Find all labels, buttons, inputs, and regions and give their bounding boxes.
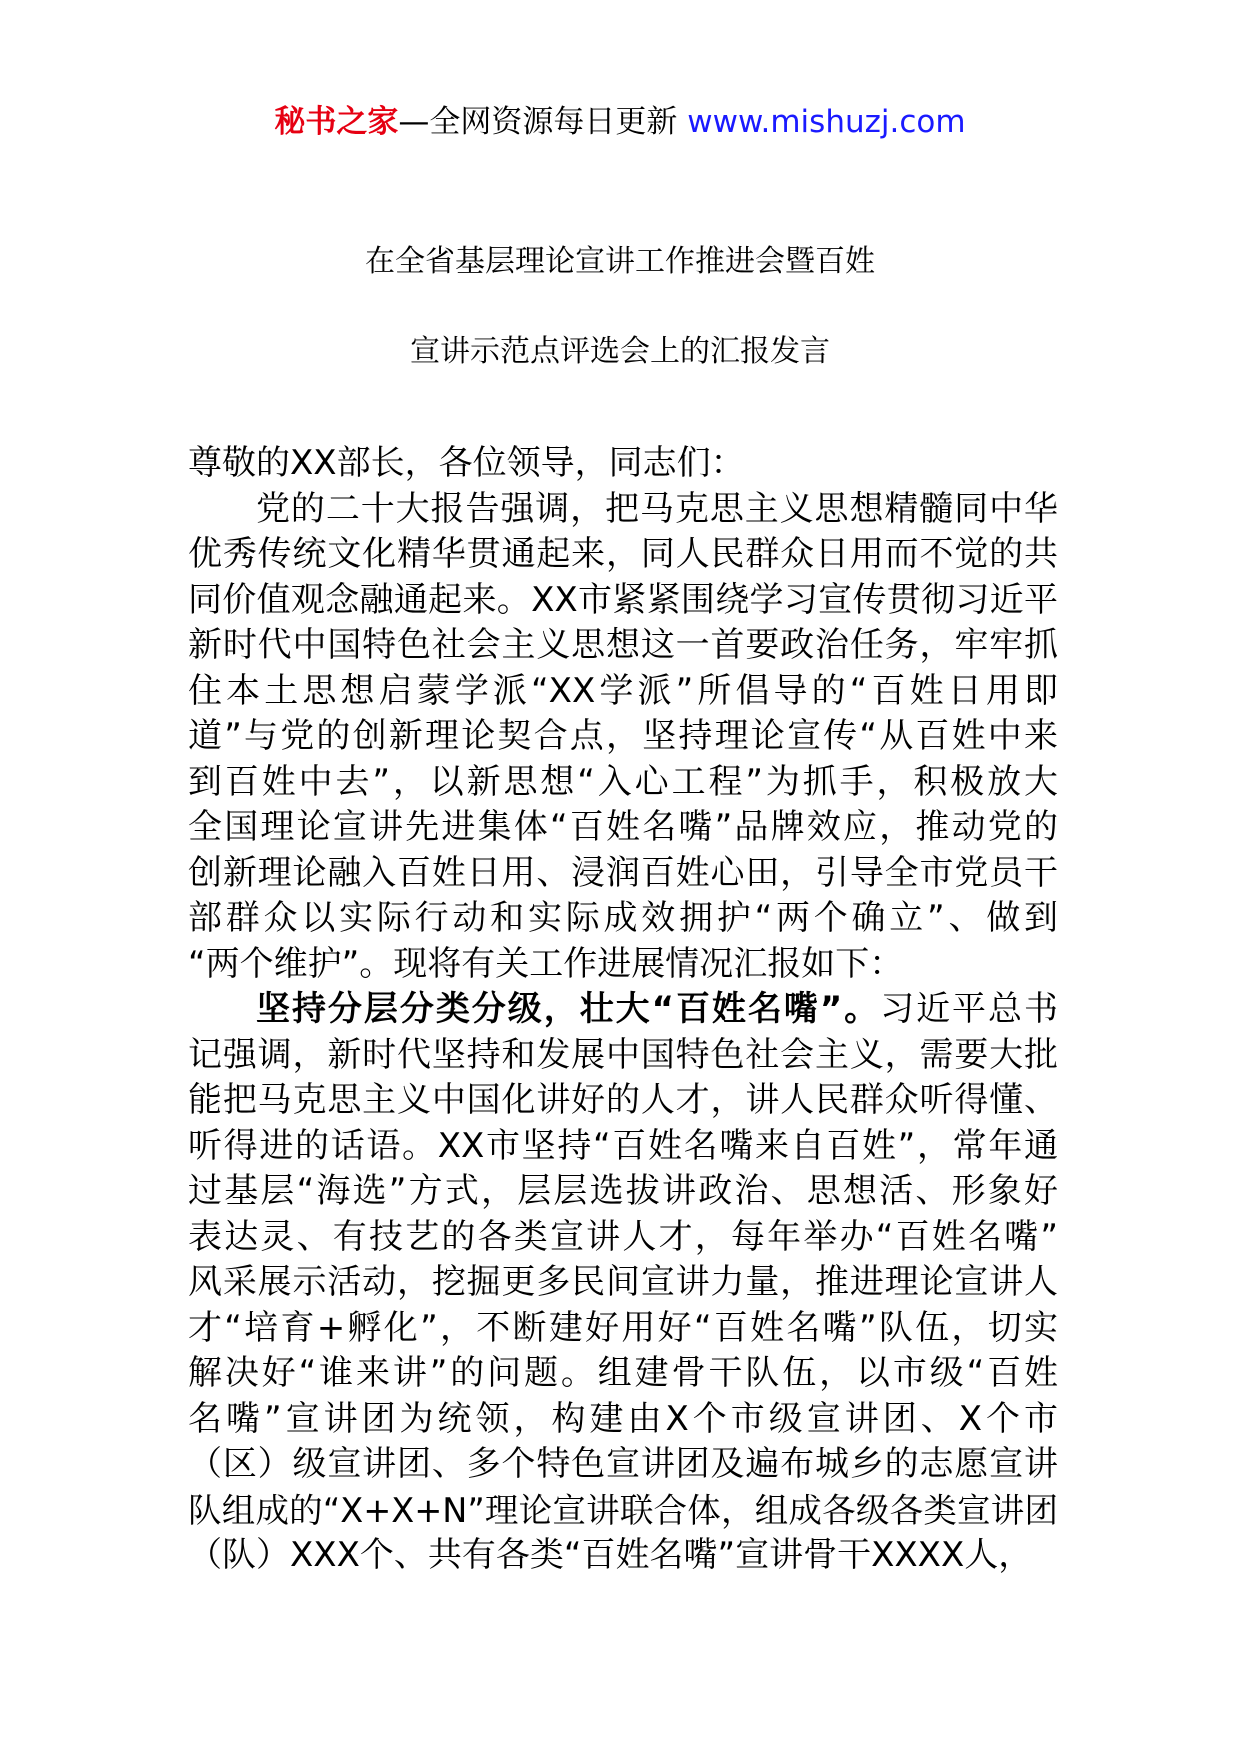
document-title-line-2: 宣讲示范点评选会上的汇报发言 bbox=[410, 334, 830, 369]
body-line: 记强调，新时代坚持和发展中国特色社会主义，需要大批 bbox=[188, 1034, 1058, 1075]
body-line: 同价值观念融通起来。XX市紧紧围绕学习宣传贯彻习近平 bbox=[188, 579, 1058, 620]
body-line: 全国理论宣讲先进集体“百姓名嘴”品牌效应，推动党的 bbox=[188, 807, 1058, 847]
header-slogan: —全网资源每日更新 bbox=[398, 104, 688, 140]
body-line: 解决好“谁来讲”的问题。组建骨干队伍，以市级“百姓 bbox=[188, 1353, 1058, 1393]
section-1-heading: 坚持分层分类分级，壮大“百姓名嘴”。 bbox=[256, 989, 881, 1029]
body-line: 党的二十大报告强调，把马克思主义思想精髓同中华 bbox=[256, 488, 1058, 529]
section-1-first-line bbox=[188, 987, 1058, 1033]
header-banner bbox=[0, 100, 1240, 144]
body-line: 风采展示活动，挖掘更多民间宣讲力量，推进理论宣讲人 bbox=[188, 1262, 1058, 1302]
document-title-line-1: 在全省基层理论宣讲工作推进会暨百姓 bbox=[365, 244, 875, 279]
body-line: 听得进的话语。XX市坚持“百姓名嘴来自百姓”，常年通 bbox=[188, 1125, 1058, 1166]
body-line: 名嘴”宣讲团为统领，构建由X个市级宣讲团、X个市 bbox=[188, 1398, 1058, 1439]
body-line: 表达灵、有技艺的各类宣讲人才，每年举办“百姓名嘴” bbox=[188, 1216, 1058, 1257]
body-line: 道”与党的创新理论契合点，坚持理论宣传“从百姓中来 bbox=[188, 716, 1058, 756]
body-line: （区）级宣讲团、多个特色宣讲团及遍布城乡的志愿宣讲 bbox=[188, 1444, 1058, 1484]
body-line: 部群众以实际行动和实际成效拥护“两个确立”、做到 bbox=[188, 898, 1058, 938]
body-line: 住本土思想启蒙学派“XX学派”所倡导的“百姓日用即 bbox=[188, 670, 1058, 711]
section-1-heading-tail: 习近平总书 bbox=[880, 989, 1058, 1029]
document-body bbox=[188, 441, 1058, 1579]
salutation: 尊敬的XX部长，各位领导，同志们： bbox=[188, 443, 745, 483]
brand-name: 秘书之家 bbox=[274, 104, 399, 140]
body-line: 到百姓中去”，以新思想“入心工程”为抓手，积极放大 bbox=[188, 761, 1058, 802]
body-line: 能把马克思主义中国化讲好的人才，讲人民群众听得懂、 bbox=[188, 1080, 1058, 1120]
body-line: 过基层“海选”方式，层层选拔讲政治、思想活、形象好 bbox=[188, 1171, 1058, 1211]
body-line: 优秀传统文化精华贯通起来，同人民群众日用而不觉的共 bbox=[188, 534, 1058, 574]
body-line: 才“培育+孵化”，不断建好用好“百姓名嘴”队伍，切实 bbox=[188, 1307, 1058, 1348]
body-line: （队）XXX个、共有各类“百姓名嘴”宣讲骨干XXXX人， bbox=[188, 1535, 1033, 1575]
body-line: 队组成的“X+X+N”理论宣讲联合体，组成各级各类宣讲团 bbox=[188, 1490, 1058, 1530]
body-line: 创新理论融入百姓日用、浸润百姓心田，引导全市党员干 bbox=[188, 852, 1058, 893]
body-line: 新时代中国特色社会主义思想这一首要政治任务，牢牢抓 bbox=[188, 625, 1058, 665]
site-url-link[interactable]: www.mishuzj.com bbox=[687, 104, 966, 140]
body-line: “两个维护”。现将有关工作进展情况汇报如下： bbox=[188, 943, 904, 984]
